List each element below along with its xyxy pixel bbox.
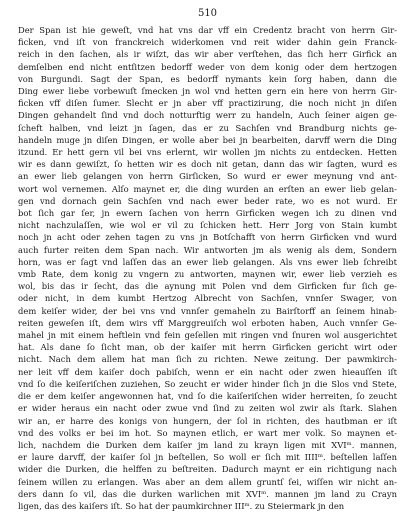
text-line: Ding ewer liebe vorbewuſt ſmecken jn wol vnd hetten gern ein here von herrn Gir- bbox=[18, 86, 397, 97]
text-line: noch jn acht oder zehen tagen zu vns jn Botſchafft von herrn Girficken vnd wurd bbox=[18, 232, 397, 243]
text-line: reiten geweſen iſt, dem wirs vff Marggreuiſch wol erboten haben, Auch vnnſer Ge- bbox=[18, 317, 397, 328]
text-line: gen vnd dornach gein Sachſen vnd nach ewer beder rate, wo es not wurd. Er bbox=[18, 195, 397, 206]
text-line: ſeinem willen zu erlangen. Was aber an dem allem gruntſ ſei, wiſſen wir nicht an- bbox=[18, 476, 397, 487]
text-line: oder nicht, in dem kumbt Hertzog Albrecht von Sachſen, vnnſer Swager, von bbox=[18, 293, 397, 304]
text-line: auch furter reiten dem Span nach. Wir antworten jm als wenig als dem, Sondern bbox=[18, 244, 397, 255]
text-line: wir es dann gewiſzt, ſo hetten wir es doch nit getan, dann das wir ſagten, wurd es bbox=[18, 159, 397, 170]
text-line: von Burgundi. Sagt der Span, es bedorff nymants kein ſorg haben, dann die bbox=[18, 73, 397, 84]
text-line: ders dann ſo vil, das die durken warlichen mit XVIᵐ. mannen jm land zu Crayn bbox=[18, 488, 397, 499]
text-line: bot ſich gar ſer, jn ewern ſachen von herrn Girficken wegen ich zu dinen vnd bbox=[18, 208, 397, 219]
text-line: horn, was er ſagt vnd laſſen das an ewer lieb gelangen. Als vns ewer lieb ſchreibt bbox=[18, 256, 397, 267]
text-line: ficken, vnd iſt von franckreich widerkomen vnd reit wider dahin gein Franck- bbox=[18, 37, 397, 48]
text-line: wort wol vernemen. Alſo maynet er, die ding wurden an erſten an ewer lieb gelan- bbox=[18, 183, 397, 194]
text-line: Dingen gehandelt ſind vnd doch notturftig werr zu handeln, Auch ſeiner aigen ge- bbox=[18, 110, 397, 121]
text-line: vnd ſo die keiſeriſchen zuziehen, So zeucht er wider hinder ſich jn die Slos vnd Stete, bbox=[18, 378, 397, 389]
text-line: dem keiſer wider, der bei vns vnd vnnſer gemaheln zu Bairſtorff an ſeinem hinab- bbox=[18, 305, 397, 316]
text-line: vmb Rate, dem konig zu vngern zu antworten, maynen wir, ewer lieb verzieh es bbox=[18, 269, 397, 280]
text-line: vnd des volks er bei im hot. So maynen etlich, er wart mer volk. So maynen et- bbox=[18, 427, 397, 438]
text-line: die er dem keiſer angewonnen hat, vnd ſo die kaiſeriſchen wider herreiten, ſo zeucht bbox=[18, 391, 397, 402]
text-line: reich in den ſachen, als ir wiſzt, das wir aber verſtehen, das ſich herr Girfick an bbox=[18, 49, 397, 60]
text-line: lich, nachdem die Durken dem kaiſer jm land zu krayn ligen mit XVIᵐ. mannen, bbox=[18, 439, 397, 450]
text-line: wider die Durken, die helffen zu beſtreiten. Dadurch maynt er ein richtigung nach bbox=[18, 464, 397, 475]
text-line: wol, bis das ir ſecht, das die aynung mit Polen vnd dem Girficken fur ſich ge- bbox=[18, 281, 397, 292]
text-line: er wider heraus ein nacht oder zwue vnd ſind zu zeiten wol zwir als ſtark. Slahen bbox=[18, 403, 397, 414]
text-line: handeln muge jn diſen Dingen, er wolle aber bei jn bearbeiten, darvff wern die Ding bbox=[18, 134, 397, 145]
page-number: 510 bbox=[197, 8, 218, 19]
text-line: ficken vff diſen ſumer. Slecht er jn aber vff practizirung, die noch nicht jn diſen bbox=[18, 98, 397, 109]
body-text bbox=[18, 24, 397, 512]
text-line: itzund. Er hett gern vil bei vns erlernt, wir wollen jm nichts zu entdecken. Hetten bbox=[18, 147, 397, 158]
text-line: hat. Als dane ſo ſicht man, ob der kaiſer mit herrn Girficken gericht wirt oder bbox=[18, 342, 397, 353]
text-line: mahel jn mit einem heftlein vnd fein geſellen mit ringen vnd ſnuren wol ausgerichtet bbox=[18, 330, 397, 341]
text-line: an ewer lieb gelangen von herrn Girſicken, So wurd er ewer meynung vnd ant- bbox=[18, 171, 397, 182]
text-line: ligen, das des kaiſers iſt. So hat der paumkirchner IIIᵐ. zu Steiermark jn den bbox=[18, 500, 345, 511]
text-line: ner leit vff dem kaiſer doch pabiſch, wenn er ein nacht oder zwen hieauſſen iſt bbox=[18, 366, 397, 377]
text-line: nicht. Nach dem allem hat man ſich zu richten. Newe zeitung. Der pawmkirch- bbox=[18, 354, 397, 365]
text-line: Der Span ist hie geweſt, vnd hat vns dar vff ein Credentz bracht von herrn Gir- bbox=[18, 25, 397, 35]
text-line: er laure darvff, der kaiſer ſol jn beſtellen, So woll er ſich mit IIIIᵐ. beſtellen laſſen bbox=[18, 452, 397, 463]
text-line: nicht nachzulaſſen, wie wol er vil zu ſchicken hett. Herr Jorg von Stain kumbt bbox=[18, 220, 397, 231]
text-line: wir an, er harre des konigs von hungern, der ſol in richten, des hautbman er iſt bbox=[18, 415, 397, 426]
text-line: demſelben end nicht entſitzen bedorff weder von dem konig oder dem hertzogen bbox=[18, 61, 397, 72]
text-line: ſcheft halben, vnd leizt jn ſagen, das er zu Sachſen vnd Brandburg nichts ge- bbox=[18, 122, 397, 133]
